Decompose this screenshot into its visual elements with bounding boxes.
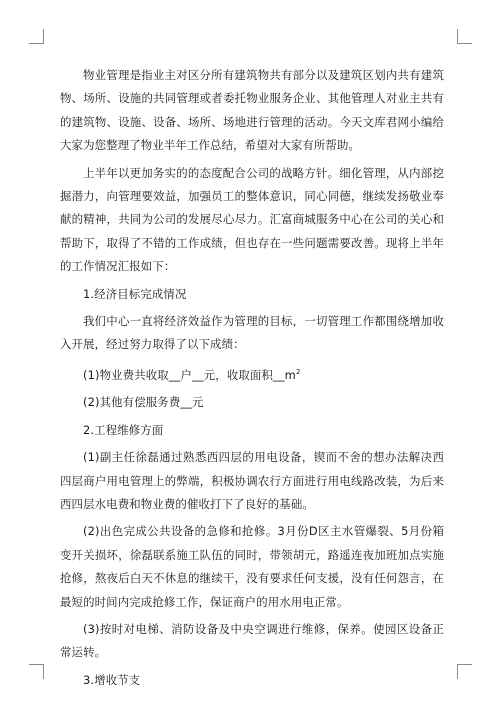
paragraph-economic-results: 我们中心一直将经济效益作为管理的目标，一切管理工作都围绕增加收入开展，经过努力取得了以下成绩： bbox=[60, 314, 444, 352]
item-other-fees: (2)其他有偿服务费__元 bbox=[83, 395, 204, 410]
crop-mark-top-left bbox=[29, 29, 44, 44]
crop-mark-bottom-left bbox=[29, 664, 44, 679]
item-equipment-maintenance: (3)按时对电梯、消防设备及中央空调进行维修，保养。使园区设备正常运转。 bbox=[60, 621, 444, 660]
paragraph-summary: 上半年以更加务实的的态度配合公司的战略方针。细化管理，从内部挖掘潜力，向管理要效益，加强员工的整体意识，同心同德，继续发扬敬业奉献的精神，共同为公司的发展尽心尽力。汇富商城服务中心在公司的关心和帮助下，取得了不错的工作成绩，但也存在一些问题需要改善。现将上半年的工作情况汇报如下： bbox=[60, 165, 444, 274]
item-emergency-repairs: (2)出色完成公共设备的急修和抢修。3月份D区主水管爆裂、5月份箱变开关损坏，徐磊联系施工队伍的同时，带领胡元，路遥连夜加班加点实施抢修，熬夜后白天不休息的继续干，没有要求任何支援，没有任何怨言，在最短的时间内完成抢修工作，保证商户的用水用电正常。 bbox=[60, 524, 444, 609]
item-electrical-management: (1)副主任徐磊通过熟悉西四层的用电设备，锲而不舍的想办法解决西四层商户用电管理上的弊端，积极协调农行方面进行用电线路改装，为后来西四层水电费和物业费的催收打下了良好的基础。 bbox=[60, 450, 444, 511]
heading-economic-targets: 1.经济目标完成情况 bbox=[83, 286, 187, 301]
area-unit-superscript: 2 bbox=[295, 367, 301, 376]
crop-mark-top-right bbox=[457, 29, 472, 44]
item-property-fee-text: (1)物业费共收取__户__元，收取面积__m bbox=[83, 367, 296, 382]
paragraph-intro: 物业管理是指业主对区分所有建筑物共有部分以及建筑区划内共有建筑物、场所、设施的共同管理或者委托物业服务企业、其他管理人对业主共有的建筑物、设施、设备、场所、场地进行管理的活动。今天文库君网小编给大家为您整理了物业半年工作总结，希望对大家有所帮助。 bbox=[60, 68, 444, 153]
item-property-fee bbox=[60, 361, 444, 387]
crop-mark-bottom-right bbox=[457, 664, 472, 679]
heading-revenue-savings: 3.增收节支 bbox=[83, 672, 141, 687]
document-body bbox=[60, 64, 444, 692]
heading-maintenance: 2.工程维修方面 bbox=[83, 422, 164, 437]
